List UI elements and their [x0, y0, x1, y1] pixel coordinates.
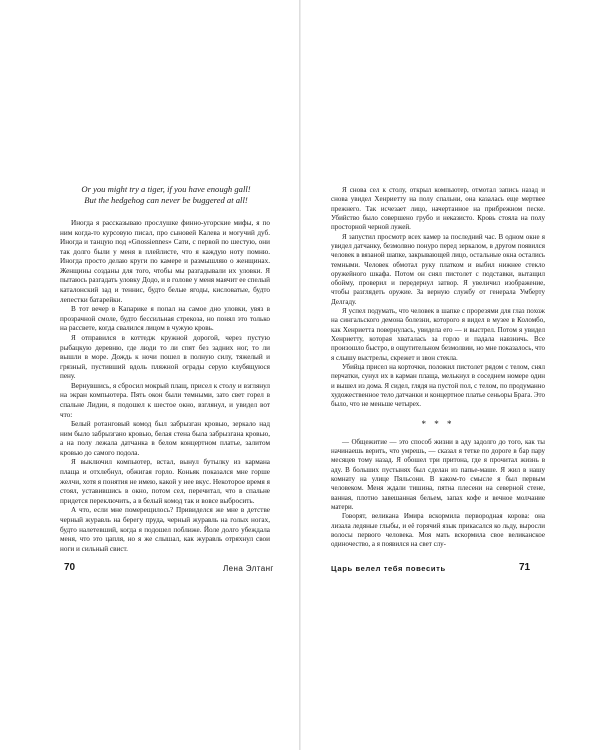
paragraph: Белый ротанговый комод был забрызган кровью, зеркало над ним было забрызгано кровью, белая стена была забрызгана кровью, а на полу лежала датчанка в белом концертном платье, залитом кровью до самого подола. [60, 420, 270, 457]
paragraph: — Общежитие — это способ жизни в аду задолго до того, как ты начинаешь верить, что умрешь, — сказал я тетке по дороге в бар пару месяцев тому назад. Я обошел три притона, где я прочитал жизнь в аду. В больших пустынях был сделан из папье-маше. Я жил в нашу комнату на улице Пяльсони. В каком-то смысле я был первым человеком. Меня ждали тишина, пятна плесени на северной стене, ванная, плотно завешанная бельем, запах кофе и вечное молчание матери. [331, 437, 545, 511]
paragraph: Иногда я рассказываю прослушке финно-угорские мифы, я по ним когда-то курсовую писал, про сыновей Калева и могучий дуб. Иногда и танцую под «Gnossiennes» Сати, с первой по шестую, они так долго были у меня в плейлисте, что я каждую ноту помню. Иногда просто делаю круги по камере и размышляю о женщинах. Женщины созданы для того, чтобы мы разгадывали их уловки. Я пытаюсь разгадать уловку Додо, и в голове у меня маячит ее спелый каталонский зад и теннис, будто белые ягоды, кисловатые, будто лепестки батарейки. [60, 219, 270, 304]
paragraph: А что, если мне померещилось? Привиделся же мне в детстве черный журавль на берегу пруда, черный журавль на голых ногах, будто налетевший, когда я подошел поближе. Йоле долго убеждала меня, что это цапля, но я же слышал, как журавль отряхнул свои ноги и сильный свист. [60, 506, 270, 553]
paragraph: Я успел подумать, что человек в шапке с прорезями для глаз похож на сингальского демона болезни, которого я видел в музее в Коломбо, как Хенриетта повернулась, увидела его — и выстрел. Потом я увидел Хенриетту, которая хваталась за горло и падала навзничь. Все произошло быстро, в ощутительном безмолвии, но мне показалось, что я слышу выстрелы, скрежет и звон стекла. [331, 307, 545, 362]
epigraph-line: Or you might try a tiger, if you have enough gall! [81, 184, 251, 194]
left-page-text [60, 219, 270, 554]
epigraph-line: But the hedgehog can never be buggered at all! [84, 195, 248, 206]
paragraph: Говорят, великана Имира вскормила первородная корова: она лизала ледяные глыбы, и её горячий язык прикасался ко льду, выросли волосы первого человека. Моя мать вскормила свое великанское одиночество, а я появился на свет слу- [331, 512, 545, 549]
paragraph: Вернувшись, я сбросил мокрый плащ, присел к столу и взглянул на экран компьютера. Пять окон были темными, зато свет горел в спальне Лидии, я подошел к шестое окно, взглянул, и увидел вот что: [60, 381, 270, 419]
page-number: 70 [64, 562, 76, 573]
paragraph: Я снова сел к столу, открыл компьютер, отмотал запись назад и снова увидел Хенриетту на полу спальни, она казалась еще мертвее прежнего. Так исчезает лицо, начертанное на прибрежном песке. Убийство было совершено грубо и неказисто. Кровь стояла на полу просторной черной лужей. [331, 186, 545, 232]
left-page [0, 0, 299, 750]
section-separator: * * * [421, 418, 455, 429]
page-number: 71 [519, 562, 531, 573]
paragraph: Убийца присел на корточки, положил пистолет рядом с телом, снял перчатки, сунул их в карман плаща, мелькнул в соседнем номере один и вышел из дома. Я сидел, глядя на пустой пол, с телом, по продуманно художественное тело датчанки и концертное платье сеньоры Брага. Это было, что не меньше четырех. [331, 362, 545, 409]
running-header-title: Царь велел тебя повесить [331, 564, 446, 573]
paragraph: Я запустил просмотр всех камер за последний час. В одном окне я увидел датчанку, безмолвно понуро перед зеркалом, в другом появился человек в вязаной шапке, закрывающей лицо, остальные окна остались темными. Человек обмотал руку платком и выбил нижнее стекло оружейного шкафа. Потом он снял пистолет с подставки, вытащил обойму, проверил и передернул затвор. Я увеличил изображение, чтобы разглядеть оружие. За верную службу от генерала Умберту Делгаду. [331, 232, 545, 306]
right-page-text [331, 186, 545, 550]
running-header-author: Лена Элтанг [223, 564, 274, 573]
epigraph [66, 184, 266, 207]
paragraph: В тот вечер в Капарике я попал на самое дно уловки, увяз в прозрачной смоле, будто бессильная стрекоза, но понял это только на рассвете, когда свалился лицом в чужую кровь. [60, 305, 270, 333]
paragraph: Я выключил компьютер, встал, вынул бутылку из кармана плаща и отхлебнул, обжигая горло. Коньяк показался мне горше желчи, хотя я понятия не имею, какой у нее вкус. Некоторое время я стоял, уставившись в окно, потом сел, перечитал, что в спальне придется переключить, а в белый комод так и вовсе выбросить. [60, 458, 270, 505]
paragraph: Я отправился в коттедж кружной дорогой, через пустую рыбацкую деревню, где люди то ли спят без задних ног, то ли вышли в море. Дождь к ночи пошел в полную силу, тяжелый и грязный, пустивший вдоль пляжной ограды серую клубящуюся пену. [60, 333, 270, 381]
